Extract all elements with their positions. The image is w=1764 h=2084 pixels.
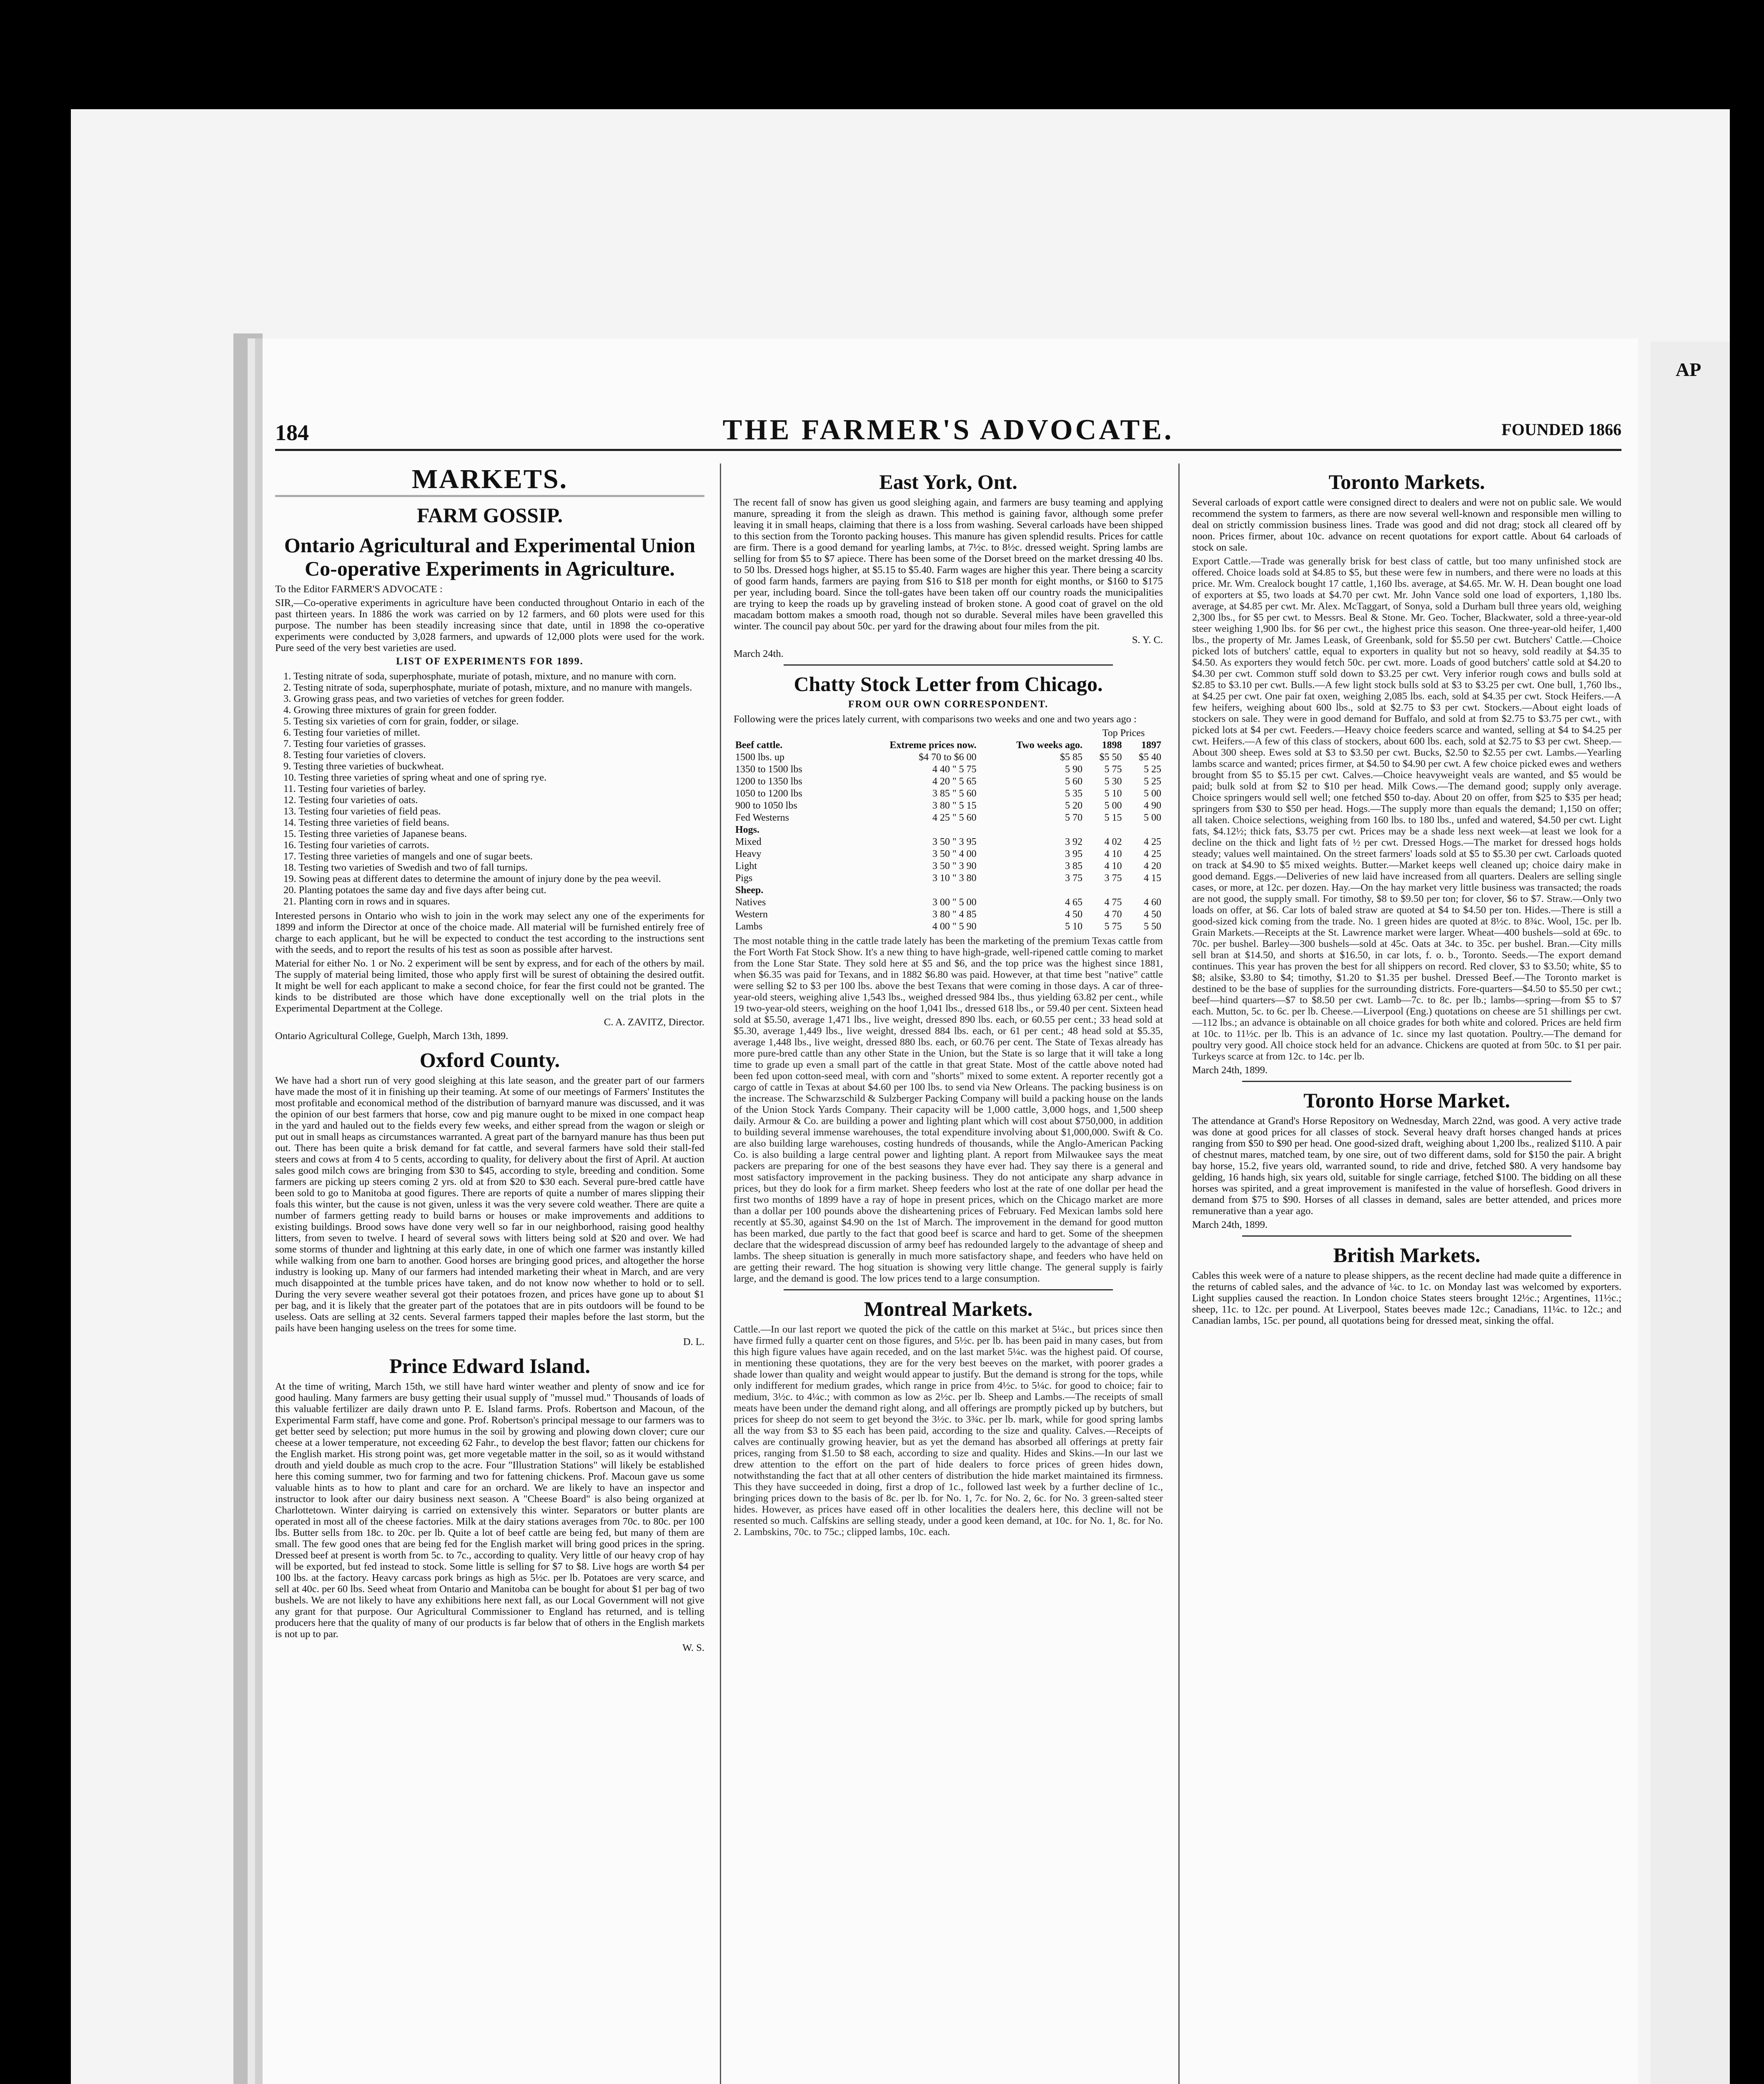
table-row: Heavy 3 50 " 4 00 3 95 4 10 4 25: [735, 849, 1161, 859]
list-item: 10. Testing three varieties of spring wheat and one of spring rye.: [283, 772, 547, 783]
table-caption-row: [734, 727, 1163, 739]
column-3: [1192, 463, 1621, 2084]
dateline: March 24th.: [734, 648, 784, 659]
article-title: British Markets.: [1333, 1243, 1481, 1267]
article-paragraph: Several carloads of export cattle were consigned direct to dealers and were not on public sale. We would recommend the system to farmers, as there are now several well-known and responsible men willing to deal on strictly commission business lines. Trade was good and did not drag; stock all cleared off by noon. Prices firmer, about 10c. advance on recent quotations for export cattle. About 64 carloads of stock on sale.: [1192, 497, 1621, 553]
table-row: 900 to 1050 lbs 3 80 " 5 15 5 20 5 00 4 90: [735, 800, 1161, 811]
list-item: 13. Testing four varieties of field peas.: [283, 806, 441, 817]
list-item: 15. Testing three varieties of Japanese beans.: [283, 828, 467, 839]
signature: C. A. ZAVITZ, Director.: [604, 1017, 704, 1028]
dateline: Ontario Agricultural College, Guelph, March 13th, 1899.: [275, 1030, 509, 1042]
article-paragraph: Interested persons in Ontario who wish to join in the work may select any one of the experiments for 1899 and inform the Director at once of the choice made. All material will be furnished entirely free of charge to each applicant, but he will be expected to conduct the test according to the instructions sent with the seeds, and to report the results of his test as soon as possible after harvest.: [275, 910, 704, 955]
list-item: 12. Testing four varieties of oats.: [283, 794, 418, 806]
column-2: [734, 463, 1163, 2084]
divider: [1242, 1235, 1571, 1237]
list-item: 4. Growing three mixtures of grain for green fodder.: [283, 704, 497, 716]
list-item: 16. Testing four varieties of carrots.: [283, 839, 429, 851]
article-title: Ontario Agricultural and Experimental Union Co-operative Experiments in Agriculture.: [284, 534, 696, 580]
table-group-label: Hogs.: [735, 824, 760, 835]
list-item: 3. Growing grass peas, and two varieties of vetches for green fodder.: [283, 693, 564, 704]
list-item: 2. Testing nitrate of soda, superphosphate, muriate of potash, mixture, and no manure with mangels.: [283, 682, 692, 693]
page-header: [275, 411, 1621, 451]
article-paragraph: We have had a short run of very good sleighing at this late season, and the greater part of our farmers have made the most of it in finishing up their teaming. At some of our meetings of Farmers' Institutes the most profitable and economical method of the distribution of barnyard manure was discussed, and it was the opinion of our best farmers that horse, cow and pig manure ought to be mixed in one compact heap in the yard and hauled out to the fields every few weeks, and either spread from the wagon or sleigh or put out in small heaps as circumstances warranted. A great part of the barnyard manure has thus been put out. There has been quite a brisk demand for fat cattle, and several farmers have sold their stall-fed steers and cows at from 4 to 5 cents, according to quality, for delivery about the first of April. At auction sales good milch cows are bringing from $30 to $45, according to style, breeding and condition. Some farmers are picking up steers coming 2 yrs. old at from $20 to $30 each. Several pure-bred cattle have been sold to go to Manitoba at good figures. There are reports of quite a number of mares slipping their foals this winter, but the cause is not given, unless it was the very severe cold weather. There are quite a number of farmers getting ready to build barns or houses or make improvements and additions to existing buildings. Brood sows have done very well so far in our neighborhood, raising good healthy litters, from seven to twelve. I heard of several sows with litters being sold at $20 and over. We had some storms of thunder and lightning at this early date, in one of which one farmer was instantly killed while walking from one barn to another. Good horses are bringing good prices, and altogether the horse industry is looking up. Many of our farmers had intended marketing their wheat in March, and are very much disappointed at the tumble prices have taken, and do not know now whether to hold or to sell. During the very severe weather several got their potatoes frozen, and prices have gone up to about $1 per bag, and it is likely that the greater part of the potatoes that are in pits outdoors will be found to be useless. Oats are selling at 32 cents. Several farmers tapped their maples before the last storm, but the pails have been hanging useless on the trees for some time.: [275, 1075, 704, 1334]
list-item: 19. Sowing peas at different dates to determine the amount of injury done by the pea weevil.: [283, 873, 661, 884]
table-row: Lambs 4 00 " 5 90 5 10 5 75 5 50: [735, 921, 1161, 932]
article-title: Prince Edward Island.: [389, 1354, 590, 1378]
table-group-label: Sheep.: [735, 885, 764, 896]
list-item: 20. Planting potatoes the same day and five days after being cut.: [283, 884, 546, 896]
article-title: East York, Ont.: [879, 470, 1017, 493]
table-row: Light 3 50 " 3 90 3 85 4 10 4 20: [735, 861, 1161, 872]
signature: S. Y. C.: [1132, 634, 1163, 646]
list-item: 17. Testing three varieties of mangels and one of sugar beets.: [283, 851, 533, 862]
list-item: 1. Testing nitrate of soda, superphosphate, muriate of potash, mixture, and no manure with corn.: [283, 671, 677, 682]
article-paragraph: The recent fall of snow has given us good sleighing again, and farmers are busy teaming and applying manure, spreading it from the sleigh as drawn. This method is gaining favor, although some prefer leaving it in small heaps, claiming that there is a loss from washing. Several carloads have been shipped to this section from the Toronto packing houses. This manure has given splendid results. Prices for cattle are firm. There is a good demand for yearling lambs, at 7½c. to 8½c. dressed weight. Spring lambs are selling for from $5 to $7 apiece. There has been some of the Dorset breed on the market dressing 40 lbs. to 50 lbs. Dressed hogs higher, at $5.15 to $5.40. Farm wages are higher this year. There being a scarcity of good farm hands, farmers are paying from $16 to $18 per month for eight months, or $160 to $175 per year, including board. Since the toll-gates have been taken off our country roads the municipalities are trying to keep the roads up by graveling instead of broken stone. A good coat of gravel on the old macadam bottom makes a smooth road, though not so durable. Several miles have been gravelled this winter. The council pay about 50c. per yard for the drawing about four miles from the pit.: [734, 497, 1163, 632]
table-header: Beef cattle.: [735, 740, 783, 751]
article-title: Toronto Markets.: [1328, 470, 1485, 493]
byline: FROM OUR OWN CORRESPONDENT.: [848, 699, 1049, 710]
article-title: Oxford County.: [419, 1048, 560, 1072]
list-item: 5. Testing six varieties of corn for grain, fodder, or silage.: [283, 716, 519, 727]
column-divider: [720, 463, 721, 2084]
price-table: [734, 727, 1163, 933]
table-row: 1200 to 1350 lbs 4 20 " 5 65 5 60 5 30 5 25: [735, 776, 1161, 787]
article-title: Toronto Horse Market.: [1303, 1089, 1510, 1112]
table-row: Mixed 3 50 " 3 95 3 92 4 02 4 25: [735, 837, 1161, 847]
masthead-title: THE FARMER'S ADVOCATE.: [722, 414, 1174, 446]
article-title: Chatty Stock Letter from Chicago.: [794, 672, 1103, 696]
list-title: LIST OF EXPERIMENTS FOR 1899.: [396, 656, 584, 667]
article-paragraph: Export Cattle.—Trade was generally brisk for best class of cattle, but too many unfinished stock are offered. Choice loads sold at $4.85 to $5, but these were few in numbers, and there were no loads at this price. Mr. Wm. Crealock bought 17 cattle, 1,160 lbs. average, at $4.65. Mr. W. H. Dean bought one load of exporters at $5, two loads at $4.70 per cwt. Mr. John Vance sold one load of exporters, 1,180 lbs. average, at $4.85 per cwt. Mr. Alex. McTaggart, of Sonya, sold a Durham bull three years old, weighing 2,300 lbs., for $5 per cwt. to Messrs. Beal & Stone. Mr. Geo. Tocher, Blackwater, sold a three-year-old steer weighing 1,900 lbs. for $6 per cwt., the highest price this season. One three-year-old heifer, 1,400 lbs., the property of Mr. James Leask, of Greenbank, sold for $5.50 per cwt. Butchers' Cattle.—Choice picked lots of butchers' cattle, equal to exporters in quality but not so heavy, sold readily at $4.35 to $4.50. As exporters they would fetch 50c. per cwt. more. Loads of good butchers' cattle sold at $4.20 to $4.30 per cwt. Common stuff sold down to $3.25 per cwt. Very inferior rough cows and bulls sold at $2.85 to $3.10 per cwt. Bulls.—A few light stock bulls sold at $3 to $3.25 per cwt. One bull, 1,760 lbs., at $4.25 per cwt. One pair fat oxen, weighing 2,085 lbs. each, sold at $4.35 per cwt. Stock Heifers.—A few heifers, weighing about 600 lbs., sold at $2.75 to $3 per cwt. Stockers.—About eight loads of stockers on sale. They were in good demand for Buffalo, and sold at from $2.75 to $3.75 per cwt., with picked lots at $4 per cwt. Feeders.—Heavy choice feeders scarce and wanted, selling at $4 to $4.25 per cwt. Heifers.—A few of this class of stockers, about 600 lbs. each, sold at $2.75 to $3 per cwt. Sheep.—About 300 sheep. Ewes sold at $3 to $3.50 per cwt. Bucks, $2.50 to $2.55 per cwt. Lambs.—Yearling lambs scarce and wanted; prices firmer, at $4.50 to $4.90 per cwt. A few choice picked ewes and wethers brought from $5 to $5.15 per cwt. Calves.—Choice heavyweight veals are wanted, and $5 would be paid; bulk sold at from $2 to $10 per head. Milk Cows.—The demand good; supply only average. Choice springers would sell well; one fetched $50 to-day. About 20 on offer, from $25 to $35 per head; springers from $30 to $50 per head. Hogs.—The supply more than equals the demand; 1,150 on offer; all taken. Choice selections, weighing from 160 lbs. to 180 lbs., unfed and watered, $4.50 per cwt. Light fats, $4.12½; thick fats, $3.75 per cwt. Prices may be a shade less next week—at least we look for a decline on the thick and light fats of ½ per cwt. Dressed Hogs.—The market for dressed hogs holds steady; values well maintained. On the street farmers' loads sold at $5 to $5.30 per cwt. Carloads quoted on track at $4.90 to $5 mixed weights. Butter.—Market keeps well cleaned up; choice dairy make in good demand. Eggs.—Deliveries of new laid have increased from all quarters. Dealers are selling single cases, or more, at 12c. per dozen. Hay.—On the hay market very little business was transacted; the roads are not good, the supply small. For timothy, $8 to $9.50 per ton; for clover, $6 to $7. Straw.—Only two loads on offer, at $6. Car lots of baled straw are quoted at $4 to $4.50 per ton. Hides.—There is still a good-sized kick coming from the trade. No. 1 green hides are quoted at 8½c. to 8¾c. Wool, 15c. per lb. Grain Markets.—Receipts at the St. Lawrence market were larger. Wheat—400 bushels—sold at 69c. to 70c. per bushel. Barley—300 bushels—sold at 45c. Oats at 34c. to 35c. per bushel. Bran.—City mills sell bran at $14.50, and shorts at $16.50, in car lots, f. o. b., Toronto. Seeds.—The export demand continues. This year has proven the best for all shippers on record. Red clover, $3 to $3.50; white, $5 to $8; alsike, $3.80 to $4; timothy, $1.20 to $1.35 per bushel. Dressed Beef.—The Toronto market is destined to be the base of supplies for the surrounding districts. Fore-quarters—$4.50 to $5.50 per cwt.; beef—hind quarters—$7 to $8.50 per cwt. Lamb—7c. to 8c. per lb.; lambs—spring—from $5 to $7 each. Mutton, 5c. to 6c. per lb. Cheese.—Liverpool (Eng.) quotations on cheese are 51 shillings per cwt.—112 lbs.; an advance is obtainable on all choice grades for both white and colored. Prices are held firm at 10c. to 11½c. per lb. This is an advance of 1c. since my last quotation. Poultry.—The demand for poultry very good. All choice stock held for an advance. Chickens are quoted at from 50c. to $1 per pair. Turkeys scarce at from 12c. to 14c. per lb.: [1192, 556, 1621, 1062]
table-caption: Top Prices: [1102, 728, 1145, 739]
signature: D. L.: [683, 1336, 704, 1348]
article-paragraph: SIR,—Co-operative experiments in agriculture have been conducted throughout Ontario in each of the past thirteen years. In 1886 the work was carried on by 12 farmers, and 60 plots were used for this purpose. The number has been steadily increasing since that date, until in 1898 the co-operative experiments were conducted by 3,028 farmers, and upwards of 12,000 plots were used for the work. Pure seed of the very best varieties are used.: [275, 597, 704, 654]
adjacent-page-strip: [1651, 342, 1730, 2084]
article-title: Montreal Markets.: [864, 1297, 1033, 1320]
newspaper-page: [263, 338, 1638, 2084]
list-item: 7. Testing four varieties of grasses.: [283, 738, 426, 749]
adjacent-page-header: AP: [1676, 359, 1701, 380]
page-number: 184: [275, 420, 309, 445]
founded-note: FOUNDED 1866: [1501, 420, 1621, 439]
divider: [784, 664, 1113, 666]
article-paragraph: At the time of writing, March 15th, we still have hard winter weather and plenty of snow and ice for good hauling. Many farmers are busy getting their usual supply of "mussel mud." Thousands of loads of this valuable fertilizer are daily drawn unto P. E. Island farms. Profs. Robertson and Macoun, of the Experimental Farm staff, have come and gone. Prof. Robertson's principal message to our farmers was to get better seed by selection; put more humus in the soil by growing and plowing down clover; cure our cheese at a lower temperature, not exceeding 62 Fahr., to develop the best flavor; fatten our chickens for the English market. His strong point was, get more vegetable matter in the soil, so as it would withstand drouth and yield double as much crop to the acre. Four "Illustration Stations" will likely be established here this coming summer, two for farming and two for fattening chickens. Prof. Macoun gave us some valuable hints as to how to plant and care for an orchard. We are likely to have an inspector and instructor to look after our dairy business next season. A "Cheese Board" is also being organized at Charlottetown. Winter dairying is carried on extensively this winter. Separators or butter plants are operated in most all of the cheese factories. Milk at the dairy stations averages from 70c. to 80c. per 100 lbs. Butter sells from 18c. to 20c. per lb. Quite a lot of beef cattle are being fed, but many of them are small. The few good ones that are being fed for the English market will bring good prices in the spring. Dressed beef at present is worth from 5c. to 7c., according to quality. Very little of our heavy crop of hay will be exported, but fed instead to stock. Some little is selling for $7 to $8. Live hogs are worth $4 per 100 lbs. at the factory. Heavy carcass pork brings as high as 5½c. per lb. Potatoes are very scarce, and sell at 40c. per 60 lbs. Seed wheat from Ontario and Manitoba can be bought for about $1 per bag of two bushels. We are not likely to have any exhibitions here next fall, as our Local Government will not give any grant for that purpose. Our Agricultural Commissioner to England has returned, and is telling producers here that the quality of many of our products is far below that of others in the English markets is not up to par.: [275, 1381, 704, 1640]
subsection-title: FARM GOSSIP.: [416, 503, 563, 527]
table-header: Two weeks ago.: [1016, 740, 1082, 751]
divider: [1242, 1081, 1571, 1082]
list-item: 8. Testing four varieties of clovers.: [283, 749, 426, 761]
article-paragraph: Cattle.—In our last report we quoted the pick of the cattle on this market at 5¼c., but prices since then have firmed fully a quarter cent on those figures, and 5½c. per lb. has been paid in many cases, but from this high figure values have again receded, and on the last market 5¼c. was the highest paid. Of course, in mentioning these quotations, they are for the very best beeves on the market, with poorer grades a shade lower than quality and weight would appear to justify. But the demand is strong for the tops, while only indifferent for medium grades, which range in price from 4½c. to 5¼c. for good to choice; fair to medium, 3½c. to 4¼c.; with common as low as 2½c. per lb. Sheep and Lambs.—The receipts of small meats have been under the demand right along, and all offerings are promptly picked up by butchers, but prices for sheep do not seem to get beyond the 3½c. to 3¾c. per lb. mark, while for good spring lambs all the way from $3 to $5 each has been paid, according to the size and quality. Calves.—Receipts of calves are continually growing heavier, but as yet the demand has absorbed all offerings at pretty fair prices, ranging from $1.50 to $8 each, according to size and quality. Hides and Skins.—In our last we drew attention to the effort on the part of hide dealers to force prices of green hides down, notwithstanding the fact that at all other centers of distribution the hide market maintained its firmness. This they have succeeded in doing, first a drop of 1c., followed last week by a further decline of 1c., bringing prices down to the basis of 8c. per lb. for No. 1, 7c. for No. 2, 6c. for No. 3 green-salted steer hides. However, as prices have eased off in other localities the dealers here, this decline will not be resented so much. Calfskins are selling steady, under a good keen demand, at 10c. for No. 1, 8c. for No. 2. Lambskins, 70c. to 75c.; clipped lambs, 10c. each.: [734, 1324, 1163, 1538]
dateline: March 24th, 1899.: [1192, 1219, 1268, 1230]
article-paragraph: Following were the prices lately current, with comparisons two weeks and one and two years ago :: [734, 714, 1137, 725]
table-row: Pigs 3 10 " 3 80 3 75 3 75 4 15: [735, 873, 1161, 884]
dateline: March 24th, 1899.: [1192, 1065, 1268, 1076]
list-item: 14. Testing three varieties of field beans.: [283, 817, 449, 828]
list-item: 9. Testing three varieties of buckwheat.: [283, 761, 444, 772]
article-paragraph: The attendance at Grand's Horse Repository on Wednesday, March 22nd, was good. A very active trade was done at good prices for all classes of stock. Several heavy draft horses changed hands at prices ranging from $50 to $90 per head. One good-sized draft, weighing about 1,200 lbs., realized $110. A pair of chestnut mares, matched team, by one sire, out of two different dams, sold for $150 the pair. A bright bay horse, 15.2, five years old, warranted sound, to ride and drive, fetched $80. A very handsome bay gelding, 16 hands high, six years old, suitable for single carriage, fetched $100. The bidding on all these horses was spirited, and a great improvement is manifested in the value of horseflesh. Good drivers in demand from $75 to $90. Horses of all classes in demand, sales are better attended, and prices more remunerative than a year ago.: [1192, 1115, 1621, 1217]
table-row: Natives 3 00 " 5 00 4 65 4 75 4 60: [735, 897, 1161, 908]
article-paragraph: Cables this week were of a nature to please shippers, as the recent decline had made quite a difference in the returns of cabled sales, and the advance of ¼c. to 1c. on Monday last was welcomed by exporters. Light supplies caused the reaction. In London choice States steers brought 12½c.; Argentines, 11½c.; sheep, 11c. to 12c. per pound. At Liverpool, States beeves made 12c.; Canadians, 11¼c. to 12c.; and Canadian lambs, 15c. per pound, all quotations being for dressed meat, sinking the offal.: [1192, 1270, 1621, 1326]
list-item: 6. Testing four varieties of millet.: [283, 727, 420, 738]
column-divider: [1178, 463, 1180, 2084]
table-row: Western 3 80 " 4 85 4 50 4 70 4 50: [735, 909, 1161, 920]
table-row: 1350 to 1500 lbs 4 40 " 5 75 5 90 5 75 5 25: [735, 764, 1161, 775]
salutation: To the Editor FARMER'S ADVOCATE :: [275, 584, 443, 595]
table-header: 1898: [1102, 740, 1122, 751]
table-header: Extreme prices now.: [890, 740, 977, 751]
table-row: 1050 to 1200 lbs 3 85 " 5 60 5 35 5 10 5 00: [735, 788, 1161, 799]
table-header-row: [734, 739, 1163, 751]
table-row: Fed Westerns 4 25 " 5 60 5 70 5 15 5 00: [735, 812, 1161, 823]
table-header: 1897: [1141, 740, 1161, 751]
divider: [784, 1289, 1113, 1290]
list-item: 21. Planting corn in rows and in squares.: [283, 896, 450, 907]
article-paragraph: Material for either No. 1 or No. 2 experiment will be sent by express, and for each of the others by mail. The supply of material being limited, those who apply first will be surest of obtaining the desired outfit. It might be well for each applicant to make a second choice, for fear the first could not be granted. The kinds to be distributed are those which have done exceptionally well on the trial plots in the Experimental Department at the College.: [275, 958, 704, 1014]
table-row: 1500 lbs. up $4 70 to $6 00 $5 85 $5 50 $5 40: [735, 752, 1161, 763]
list-item: 18. Testing two varieties of Swedish and two of fall turnips.: [283, 862, 528, 873]
experiment-list: [283, 671, 704, 907]
signature: W. S.: [682, 1642, 704, 1653]
book-spine-edge: [233, 333, 263, 2084]
column-1: [275, 463, 704, 2084]
article-paragraph: The most notable thing in the cattle trade lately has been the marketing of the premium Texas cattle from the Fort Worth Fat Stock Show. It's a new thing to have high-grade, well-ripened cattle coming to market from the Lone Star State. They sold here at $5 and $6, and the top price was the highest since 1881, when $6.35 was paid for Texans, and in 1882 $6.80 was paid. However, at that time best "native" cattle were selling $2 to $3 per 100 lbs. above the best Texans that were coming in those days. A car of three-year-old steers, weighing alive 1,543 lbs., weighed dressed 984 lbs., thus yielding 63.82 per cent., while 19 two-year-old steers, weighing on the hoof 1,041 lbs., dressed 618 lbs., or 59.40 per cent. Sixteen head sold at $5.50, average 1,471 lbs., live weight, dressed 890 lbs. each, or 60.55 per cent.; 33 head sold at $5.30, average 1,449 lbs., live weight, dressed 884 lbs. each, or 61 per cent.; 48 head sold at $5.35, average 1,448 lbs., live weight, dressed 880 lbs. each, or 60.76 per cent. The State of Texas already has more pure-bred cattle than any other State in the Union, but the State is so large that it will take a long time to grade up even a small part of the cattle in that great State. Most of the cattle above noted had been fed upon cotton-seed meal, with corn and "shorts" mixed to some extent. A reporter recently got a cargo of cattle in Texas at about $4.60 per 100 lbs. to send via New Orleans. The packing business is on the increase. The Schwarzschild & Sulzberger Packing Company will build a packing house on the lands of the Union Stock Yards Company. Their capacity will be 1,000 cattle, 3,000 hogs, and 1,500 sheep daily. Armour & Co. are building a power and lighting plant which will cost about $750,000, in addition to building several immense warehouses, the total expenditure involving about $1,000,000. Swift & Co. are also building large warehouses, costing hundreds of thousands, while the Anglo-American Packing Co. is also building a large central power and lighting plant. A report from Milwaukee says the meat packers are preparing for one of the best seasons they have ever had. They say there is a general and most satisfactory improvement in the packing business. They do not anticipate any sharp advance in prices, but they do look for a firm market. Sheep feeders who lost at the rate of one dollar per head the first two months of 1899 have a ray of hope in present prices, which on the Chicago market are more than a dollar per 100 pounds above the disheartening prices of February. Fed Mexican lambs sold here recently at $5.30, against $4.90 on the 1st of March. The improvement in the demand for good mutton has been marked, due partly to the fact that good beef is scarce and hard to get. Some of the sheepmen declare that the widespread discussion of army beef has redounded largely to the advantage of sheep and lambs. The sheep situation is generally in much more satisfactory shape, and feeders who have held on are getting their reward. The hog situation is showing very little change. The general supply is fairly large, and the demand is good. The low prices tend to a large consumption.: [734, 935, 1163, 1284]
list-item: 11. Testing four varieties of barley.: [283, 783, 426, 794]
section-title: MARKETS.: [275, 463, 704, 497]
